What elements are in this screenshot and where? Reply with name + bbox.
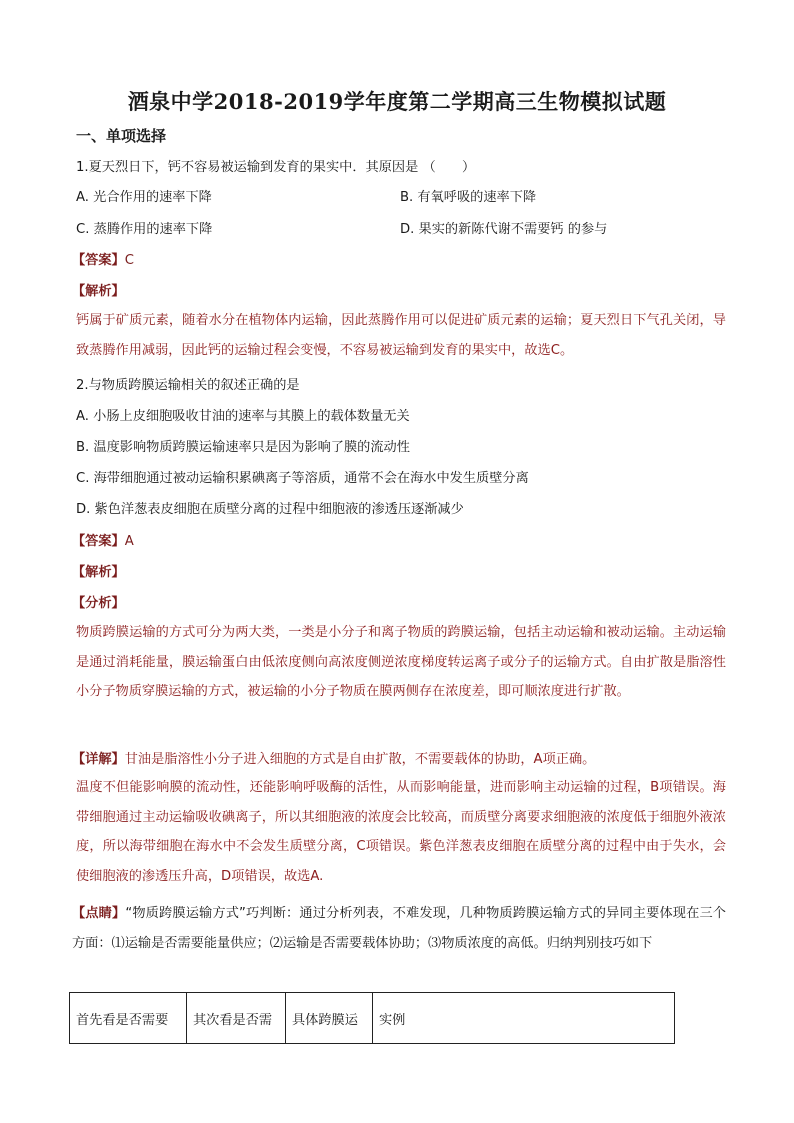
q1-option-d: D. 果实的新陈代谢不需要钙 的参与 <box>400 222 608 237</box>
answer-tag: 【答案】 <box>72 253 125 268</box>
q1-option-b: B. 有氧呼吸的速率下降 <box>400 190 537 205</box>
answer-tag: 【答案】 <box>72 534 125 549</box>
page-title: 酒泉中学2018-2019学年度第二学期高三生物模拟试题 <box>127 89 667 114</box>
q2-option-d: D. 紫色洋葱表皮细胞在质壁分离的过程中细胞液的渗透压逐渐减少 <box>76 502 464 517</box>
q1-analysis-tag: 【解析】 <box>72 284 125 299</box>
q2-fenxi: 物质跨膜运输的方式可分为两大类，一类是小分子和离子物质的跨膜运输，包括主动运输和被动运输。主动运输是通过消耗能量，膜运输蛋白由低浓度侧向高浓度侧逆浓度梯度转运离子或分子的运输方式。自由扩散是脂溶性小分子物质穿膜运输的方式，被运输的小分子物质在膜两侧存在浓度差，即可顺浓度进行扩散。 <box>76 625 726 699</box>
dianjing-tag: 【点睛】 <box>72 906 126 921</box>
q2-analysis-tag: 【解析】 <box>72 565 125 580</box>
q2-fenxi-tag: 【分析】 <box>72 596 125 611</box>
q2-option-c: C. 海带细胞通过被动运输积累碘离子等溶质，通常不会在海水中发生质壁分离 <box>76 471 529 486</box>
q2-option-a: A. 小肠上皮细胞吸收甘油的速率与其膜上的载体数量无关 <box>76 409 410 424</box>
table-header-cell: 实例 <box>373 993 675 1044</box>
q2-xiangjie-detail: 温度不但能影响膜的流动性，还能影响呼吸酶的活性，从而影响能量，进而影响主动运输的过程，B项错误。海带细胞通过主动运输吸收碘离子，所以其细胞液的浓度会比较高，而质壁分离要求细胞液的浓度低于细胞外液浓度，所以海带细胞在海水中不会发生质壁分离，C项错误。紫色洋葱表皮细胞在质壁分离的过程中由于失水，会使细胞液的渗透压升高，D项错误，故选A. <box>76 780 726 884</box>
answer-value: C <box>124 253 134 268</box>
q2-stem: 2.与物质跨膜运输相关的叙述正确的是 <box>76 378 300 393</box>
xiangjie-text-1: 甘油是脂溶性小分子进入细胞的方式是自由扩散，不需要载体的协助，A项正确。 <box>124 752 596 767</box>
q1-option-a: A. 光合作用的速率下降 <box>76 190 212 205</box>
answer-value: A <box>124 534 134 549</box>
q1-analysis: 钙属于矿质元素，随着水分在植物体内运输，因此蒸腾作用可以促进矿质元素的运输；夏天烈日下气孔关闭，导致蒸腾作用减弱，因此钙的运输过程会变慢，不容易被运输到发育的果实中，故选C。 <box>76 313 726 358</box>
q2-answer <box>72 530 134 549</box>
table-header-cell: 首先看是否需要 <box>70 993 187 1044</box>
xiangjie-tag: 【详解】 <box>72 752 125 767</box>
comparison-table <box>69 992 675 1044</box>
dianjing-text: “物质跨膜运输方式”巧判断：通过分析列表，不难发现，几种物质跨膜运输方式的异同主要体现在三个方面：⑴运输是否需要能量供应；⑵运输是否需要载体协助；⑶物质浓度的高低。归纳判别技巧如下 <box>72 906 726 951</box>
q1-stem: 1.夏天烈日下，钙不容易被运输到发育的果实中．其原因是 （ ） <box>76 160 476 175</box>
q2-xiangjie-line1 <box>72 748 595 767</box>
q1-answer <box>72 249 134 268</box>
q2-option-b: B. 温度影响物质跨膜运输速率只是因为影响了膜的流动性 <box>76 440 410 455</box>
q1-option-c: C. 蒸腾作用的速率下降 <box>76 222 213 237</box>
table-row <box>70 993 675 1044</box>
section-heading: 一、单项选择 <box>76 127 167 145</box>
q2-dianjing <box>72 899 726 958</box>
table-header-cell: 具体跨膜运 <box>286 993 373 1044</box>
table-header-cell: 其次看是否需 <box>187 993 286 1044</box>
